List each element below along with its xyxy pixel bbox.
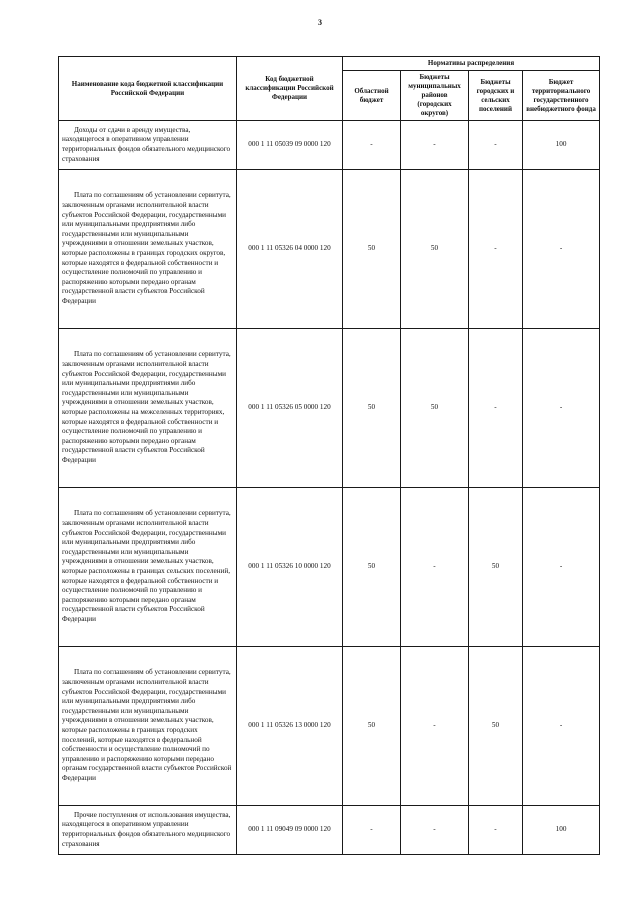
row-fund: - [523, 488, 600, 647]
column-header-municipal: Бюджеты муниципальных районов (городских округов) [401, 71, 469, 121]
row-settlements: - [469, 121, 523, 170]
table-row [59, 170, 600, 329]
row-settlements: 50 [469, 488, 523, 647]
row-name: Плата по соглашениям об установлении сервитута, заключенным органами исполнительной власти субъектов Российской Федерации, государственными или муниципальными предприятиями либо государственными или муниципальными учреждениями в отношении земельных участков, которые расположены в границах сельских поселений, которые находятся в федеральной собственности и осуществление полномочий по управлению и распоряжению которыми передано органам государственной власти субъектов Российской Федерации [59, 488, 237, 647]
row-regional: 50 [343, 170, 401, 329]
row-municipal: - [401, 806, 469, 855]
row-regional: 50 [343, 488, 401, 647]
column-header-fund: Бюджет территориального государственного внебюджетного фонда [523, 71, 600, 121]
table-row [59, 329, 600, 488]
row-municipal: - [401, 121, 469, 170]
row-settlements: - [469, 170, 523, 329]
row-name: Плата по соглашениям об установлении сервитута, заключенным органами исполнительной власти субъектов Российской Федерации, государственными или муниципальными предприятиями либо государственными или муниципальными учреждениями в отношении земельных участков, которые расположены в границах городских поселений, которые находятся в федеральной собственности и осуществление полномочий по управлению и распоряжению которыми передано органам государственной власти субъектов Российской Федерации [59, 647, 237, 806]
row-code: 000 1 11 05326 05 0000 120 [237, 329, 343, 488]
row-code: 000 1 11 05326 04 0000 120 [237, 170, 343, 329]
row-code: 000 1 11 05326 10 0000 120 [237, 488, 343, 647]
table-row [59, 647, 600, 806]
row-municipal: 50 [401, 170, 469, 329]
row-fund: - [523, 329, 600, 488]
row-regional: - [343, 121, 401, 170]
row-regional: 50 [343, 647, 401, 806]
row-code: 000 1 11 05039 09 0000 120 [237, 121, 343, 170]
column-header-code: Код бюджетной классификации Российской Федерации [237, 57, 343, 121]
row-name: Прочие поступления от использования имущества, находящегося в оперативном управлении территориальных фондов обязательного медицинского страхования [59, 806, 237, 855]
row-name: Доходы от сдачи в аренду имущества, находящегося в оперативном управлении территориальных фондов обязательного медицинского страхования [59, 121, 237, 170]
row-fund: 100 [523, 121, 600, 170]
table-row [59, 488, 600, 647]
row-code: 000 1 11 05326 13 0000 120 [237, 647, 343, 806]
column-header-settlements: Бюджеты городских и сельских поселений [469, 71, 523, 121]
row-municipal: - [401, 488, 469, 647]
row-regional: - [343, 806, 401, 855]
row-fund: 100 [523, 806, 600, 855]
row-name: Плата по соглашениям об установлении сервитута, заключенным органами исполнительной власти субъектов Российской Федерации, государственными или муниципальными предприятиями либо государственными или муниципальными учреждениями в отношении земельных участков, которые расположены в границах городских округов, которые находятся в федеральной собственности и осуществление полномочий по управлению и распоряжению которыми передано органам государственной власти субъектов Российской Федерации [59, 170, 237, 329]
row-fund: - [523, 647, 600, 806]
row-settlements: 50 [469, 647, 523, 806]
row-fund: - [523, 170, 600, 329]
column-group-norms: Нормативы распределения [343, 57, 600, 71]
row-settlements: - [469, 329, 523, 488]
table-row [59, 121, 600, 170]
row-code: 000 1 11 09049 09 0000 120 [237, 806, 343, 855]
page-number: 3 [318, 18, 322, 27]
table-row [59, 806, 600, 855]
row-municipal: 50 [401, 329, 469, 488]
row-name: Плата по соглашениям об установлении сервитута, заключенным органами исполнительной власти субъектов Российской Федерации, государственными или муниципальными предприятиями либо государственными или муниципальными учреждениями в отношении земельных участков, которые расположены на межселенных территориях, которые находятся в федеральной собственности и осуществление полномочий по управлению и распоряжению которыми передано органам государственной власти субъектов Российской Федерации [59, 329, 237, 488]
row-settlements: - [469, 806, 523, 855]
budget-distribution-table [58, 56, 600, 855]
row-regional: 50 [343, 329, 401, 488]
column-header-regional: Областной бюджет [343, 71, 401, 121]
column-header-name: Наименование кода бюджетной классификации Российской Федерации [59, 57, 237, 121]
row-municipal: - [401, 647, 469, 806]
